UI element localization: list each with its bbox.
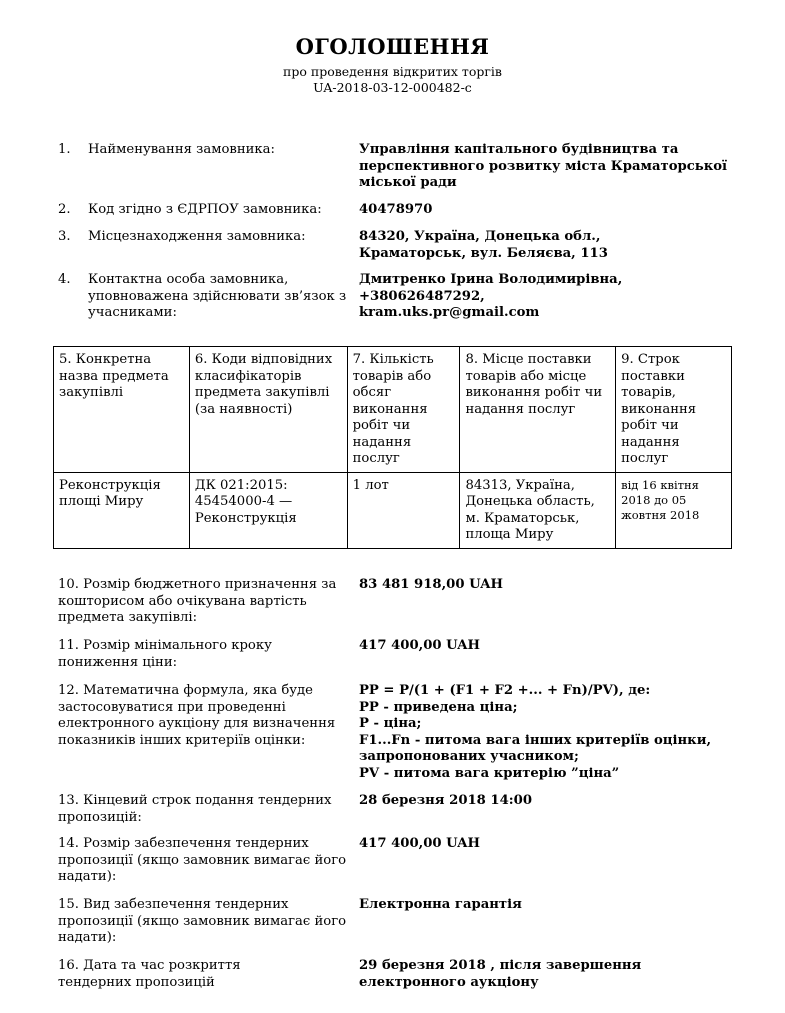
item-value: 83 481 918,00 UAH [359,577,503,592]
item-label: 10. Розмір бюджетного призначення за кошторисом або очікувана вартість предмета закупівлі: [58,577,337,625]
item-label: 14. Розмір забезпечення тендерних пропозиції (якщо замовник вимагає його надати): [58,836,347,884]
item-label: 12. Математична формула, яка буде застосовуватися при проведенні електронного аукціону для визначення показників інших критеріїв оцінки: [58,683,336,748]
item-value: Дмитренко Ірина Володимирівна, +380626487292, kram.uks.pr@gmail.com [359,272,623,320]
table-cell: 1 лот [347,472,460,548]
item-value: 29 березня 2018 , після завершення електронного аукціону [359,958,642,990]
table-header-cell: 7. Кількість товарів або обсяг виконання робіт чи надання послуг [347,347,460,473]
table-header-cell: 8. Місце поставки товарів або місце виконання робіт чи надання послуг [460,347,616,473]
item-label: Найменування замовника: [88,142,275,157]
item-value: 28 березня 2018 14:00 [359,793,533,808]
item-value: 84320, Україна, Донецька обл., Краматорськ, вул. Беляєва, 113 [359,229,608,261]
table-header-row [54,347,732,473]
item-label: Контактна особа замовника, уповноважена здійснювати зв’язок з учасниками: [88,272,347,320]
item-number: 4. [58,272,71,287]
document-subtitle [0,64,785,96]
item-label: 11. Розмір мінімального кроку пониження ціни: [58,638,272,670]
table-header-cell: 9. Строк поставки товарів, виконання робіт чи надання послуг [616,347,732,473]
lots-table [53,346,732,549]
table-header-cell: 5. Конкретна назва предмета закупівлі [54,347,190,473]
document-title: ОГОЛОШЕННЯ [295,34,490,59]
formula-value [359,683,729,782]
table-row [54,472,732,548]
item-label: 13. Кінцевий строк подання тендерних пропозицій: [58,793,332,825]
formula-line: F1...Fn - питома вага інших критеріїв оцінки, запропонованих учасником; [359,732,712,764]
item-value: Електронна гарантія [359,897,522,912]
table-cell: Реконструкція площі Миру [54,472,190,548]
item-number: 2. [58,202,71,217]
item-number: 3. [58,229,71,244]
table-header-cell: 6. Коди відповідних класифікаторів предмета закупівлі (за наявності) [189,347,347,473]
item-value: 40478970 [359,202,433,217]
item-number: 1. [58,142,71,157]
item-value: 417 400,00 UAH [359,638,480,653]
item-label: Код згідно з ЄДРПОУ замовника: [88,202,322,217]
tender-id: UA-2018-03-12-000482-c [313,80,472,95]
formula-line: PP = P/(1 + (F1 + F2 +... + Fn)/PV), де: [359,683,651,698]
item-value: Управління капітального будівництва та перспективного розвитку міста Краматорської міської ради [359,142,728,190]
table-cell: від 16 квітня 2018 до 05 жовтня 2018 [616,472,732,548]
item-label: 16. Дата та час розкриття тендерних пропозицій [58,958,241,990]
table-cell: ДК 021:2015: 45454000-4 — Реконструкція [189,472,347,548]
table-cell: 84313, Україна, Донецька область, м. Краматорськ, площа Миру [460,472,616,548]
subtitle-line: про проведення відкритих торгів [283,64,502,79]
formula-line: PP - приведена ціна; [359,699,518,715]
item-label: Місцезнаходження замовника: [88,229,306,244]
item-value: 417 400,00 UAH [359,836,480,851]
formula-line: P - ціна; [359,716,422,731]
item-label: 15. Вид забезпечення тендерних пропозиції (якщо замовник вимагає його надати): [58,897,347,945]
formula-line: PV - питома вага критерію ”ціна” [359,765,620,781]
